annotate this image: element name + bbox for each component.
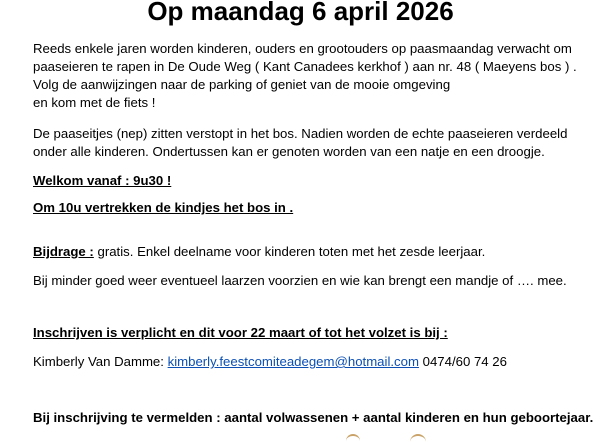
intro-line-1: Reeds enkele jaren worden kinderen, ouders en grootouders op paasmaandag verwacht om [33,41,572,56]
contribution-line [33,243,485,261]
weather-note: Bij minder goed weer eventueel laarzen voorzien en wie kan brengt een mandje of …. mee. [33,273,567,288]
eggs-line-1: De paaseitjes (nep) zitten verstopt in het bos. Nadien worden de echte paaseieren verdeeld [33,126,568,141]
contribution-label: Bijdrage : [33,244,94,259]
departure-time: Om 10u vertrekken de kindjes het bos in . [33,200,294,215]
intro-line-3: Volg de aanwijzingen naar de parking of geniet van de mooie omgeving [33,77,451,92]
contact-email-link[interactable]: kimberly.feestcomiteadegem@hotmail.com [167,354,419,369]
contact-name: Kimberly Van Damme: [33,354,168,369]
cropped-decoration-right [410,434,426,442]
contact-phone: 0474/60 74 26 [418,354,507,369]
contribution-text: gratis. Enkel deelname voor kinderen toten met het zesde leerjaar. [93,244,486,259]
eggs-line-2: onder alle kinderen. Ondertussen kan er genoten worden van een natje en een droogje. [33,144,545,159]
registration-heading: Inschrijven is verplicht en dit voor 22 maart of tot het volzet is bij : [33,325,448,340]
intro-line-4: en kom met de fiets ! [33,95,156,110]
contact-line [33,353,507,371]
cropped-decoration-left [346,434,360,442]
registration-mention: Bij inschrijving te vermelden : aantal volwassenen + aantal kinderen en hun geboortejaar. [33,410,594,425]
page-title: Op maandag 6 april 2026 [147,0,454,26]
intro-line-2: paaseieren te rapen in De Oude Weg ( Kant Canadees kerkhof ) aan nr. 48 ( Maeyens bos ) . [33,59,577,74]
welcome-time: Welkom vanaf : 9u30 ! [33,173,172,188]
